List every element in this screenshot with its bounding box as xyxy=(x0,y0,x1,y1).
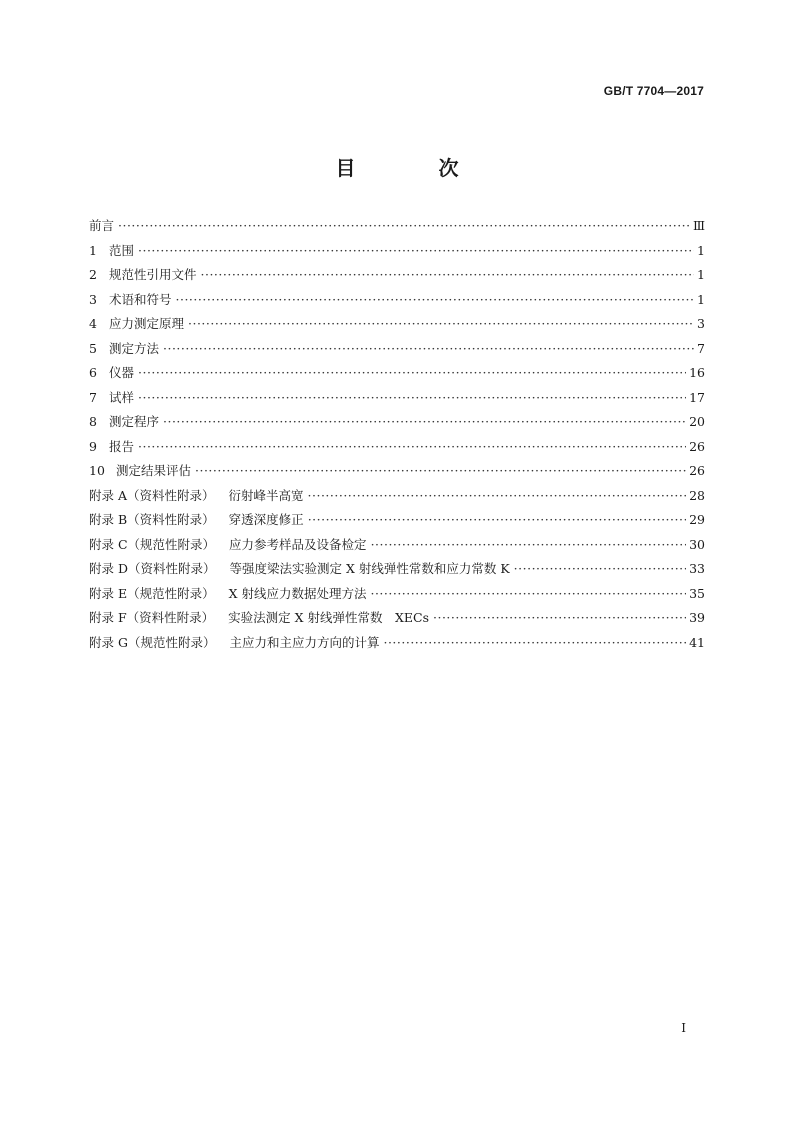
toc-entry-page: 30 xyxy=(689,536,705,552)
toc-entry-label: 前言 xyxy=(89,218,115,233)
toc-entry[interactable] xyxy=(89,510,705,535)
toc-entry-page: 33 xyxy=(689,561,705,576)
toc-entry-page: 1 xyxy=(697,242,705,258)
toc-entry[interactable] xyxy=(89,314,705,339)
toc-entry-page: 35 xyxy=(689,585,705,601)
toc-entry-dot-leader xyxy=(138,243,694,258)
toc-entry-number: 2 xyxy=(89,267,97,282)
toc-entry-page: 26 xyxy=(689,463,705,478)
toc-entry-dot-leader xyxy=(383,635,686,650)
toc-entry-number: 9 xyxy=(89,438,97,454)
toc-entry-dot-leader xyxy=(370,586,686,601)
toc-entry-page: 1 xyxy=(697,291,705,307)
toc-entry[interactable] xyxy=(89,461,705,486)
toc-entry-number: 1 xyxy=(89,242,97,258)
toc-entry-annex-prefix: 附录 A（资料性附录） xyxy=(89,487,215,503)
toc-entry-label: 仪器 xyxy=(109,365,135,380)
toc-entry-number: 4 xyxy=(89,316,97,331)
toc-entry-label: 规范性引用文件 xyxy=(109,267,197,282)
toc-entry-annex-prefix: 附录 C（规范性附录） xyxy=(89,536,216,552)
toc-entry[interactable] xyxy=(89,290,705,315)
toc-entry-annex-prefix: 附录 E（规范性附录） xyxy=(89,585,215,601)
table-of-contents xyxy=(89,216,705,657)
toc-entry-label: 试样 xyxy=(109,389,135,405)
toc-entry-number: 10 xyxy=(89,463,105,478)
toc-entry[interactable] xyxy=(89,241,705,266)
toc-entry-label: 测定结果评估 xyxy=(116,463,192,478)
toc-entry-number: 8 xyxy=(89,414,97,429)
toc-entry[interactable] xyxy=(89,412,705,437)
toc-entry-label: 应力测定原理 xyxy=(109,316,185,331)
toc-entry-page: 3 xyxy=(697,316,705,331)
toc-entry[interactable] xyxy=(89,608,705,633)
toc-entry-annex-prefix: 附录 F（资料性附录） xyxy=(89,610,215,625)
toc-entry-dot-leader xyxy=(201,267,695,282)
toc-entry[interactable] xyxy=(89,559,705,584)
toc-entry-page: 28 xyxy=(689,487,705,503)
toc-entry-page: 1 xyxy=(697,267,705,282)
toc-entry-page: Ⅲ xyxy=(692,218,705,233)
toc-entry-dot-leader xyxy=(176,292,695,307)
toc-entry-page: 16 xyxy=(689,365,705,380)
toc-entry[interactable] xyxy=(89,437,705,462)
toc-entry-label: X 射线应力数据处理方法 xyxy=(228,585,367,601)
toc-entry-dot-leader xyxy=(138,390,686,405)
toc-entry-page: 7 xyxy=(697,340,705,356)
toc-entry-dot-leader xyxy=(138,439,686,454)
toc-entry-page: 39 xyxy=(689,610,705,625)
standard-code: GB/T 7704—2017 xyxy=(603,84,704,98)
toc-entry-label: 衍射峰半高宽 xyxy=(228,487,304,503)
toc-entry-page: 29 xyxy=(689,512,705,527)
toc-entry-number: 7 xyxy=(89,389,97,405)
toc-entry-dot-leader xyxy=(514,561,686,576)
toc-entry-label: 主应力和主应力方向的计算 xyxy=(229,634,380,650)
toc-entry-dot-leader xyxy=(308,488,687,503)
toc-entry[interactable] xyxy=(89,363,705,388)
toc-entry[interactable] xyxy=(89,633,705,658)
toc-entry-dot-leader xyxy=(433,610,686,625)
page-number: Ⅰ xyxy=(681,1021,686,1035)
toc-entry-label: 范围 xyxy=(109,242,135,258)
toc-entry-page: 17 xyxy=(689,389,705,405)
toc-entry[interactable] xyxy=(89,216,705,241)
toc-entry-number: 5 xyxy=(89,340,97,356)
toc-entry-label: 报告 xyxy=(109,438,135,454)
toc-entry-label: 术语和符号 xyxy=(109,291,172,307)
toc-entry[interactable] xyxy=(89,265,705,290)
toc-entry-dot-leader xyxy=(163,341,694,356)
toc-entry[interactable] xyxy=(89,388,705,413)
toc-entry-annex-prefix: 附录 B（资料性附录） xyxy=(89,512,215,527)
toc-entry-dot-leader xyxy=(371,537,687,552)
toc-entry-label: 等强度梁法实验测定 X 射线弹性常数和应力常数 K xyxy=(229,561,510,576)
toc-entry-page: 20 xyxy=(689,414,705,429)
toc-entry[interactable] xyxy=(89,584,705,609)
toc-entry-page: 41 xyxy=(689,634,705,650)
toc-entry-dot-leader xyxy=(188,316,694,331)
toc-entry-annex-prefix: 附录 D（资料性附录） xyxy=(89,561,216,576)
toc-entry-dot-leader xyxy=(138,365,686,380)
toc-entry-dot-leader xyxy=(308,512,686,527)
toc-entry[interactable] xyxy=(89,486,705,511)
toc-entry-label: 测定程序 xyxy=(109,414,160,429)
toc-entry-label: 测定方法 xyxy=(109,340,160,356)
toc-entry-label: 应力参考样品及设备检定 xyxy=(229,536,367,552)
toc-entry[interactable] xyxy=(89,339,705,364)
toc-title: 目 次 xyxy=(335,156,497,180)
toc-entry-annex-prefix: 附录 G（规范性附录） xyxy=(89,634,216,650)
toc-entry-dot-leader xyxy=(163,414,686,429)
toc-entry-label: 实验法测定 X 射线弹性常数 XECs xyxy=(228,610,430,625)
toc-entry-number: 6 xyxy=(89,365,97,380)
toc-entry-page: 26 xyxy=(689,438,705,454)
toc-entry-label: 穿透深度修正 xyxy=(228,512,304,527)
toc-entry-number: 3 xyxy=(89,291,97,307)
toc-entry-dot-leader xyxy=(195,463,686,478)
toc-entry-dot-leader xyxy=(118,218,690,233)
toc-entry[interactable] xyxy=(89,535,705,560)
